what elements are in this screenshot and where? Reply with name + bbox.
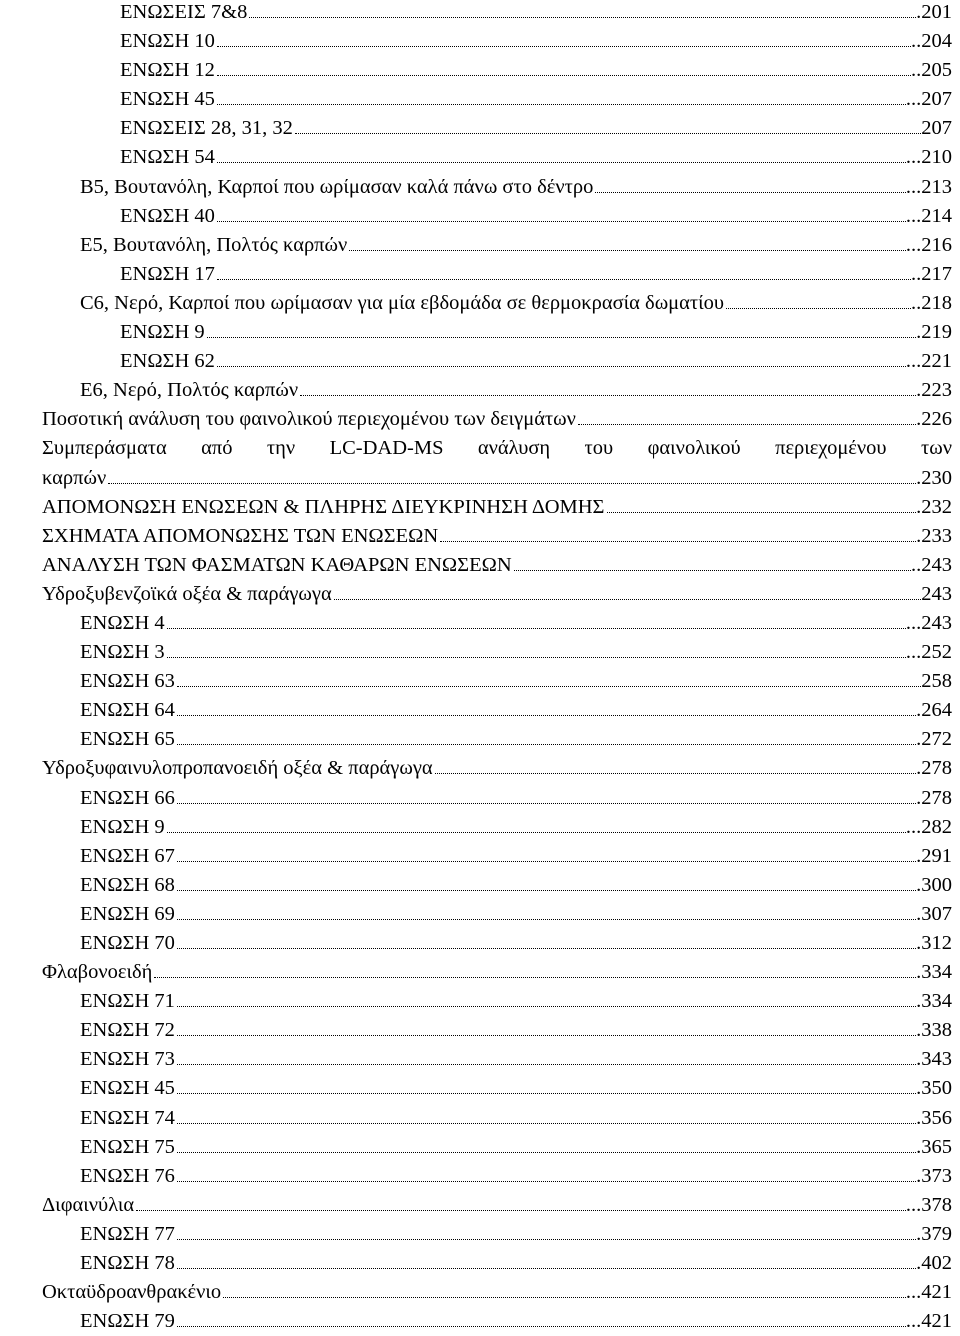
toc-entry-title: ΕΝΩΣΗ 77 <box>80 1222 175 1245</box>
dot-leader <box>167 832 906 833</box>
toc-entry-page: .201 <box>916 1 952 23</box>
dot-leader <box>177 919 916 920</box>
dot-leader <box>217 46 911 47</box>
toc-entry-page: .219 <box>916 321 952 344</box>
dot-leader <box>177 744 916 745</box>
toc-entry <box>0 871 960 900</box>
toc-entry <box>0 1307 960 1336</box>
toc-entry-title: ΑΝΑΛΥΣΗ ΤΩΝ ΦΑΣΜΑΤΩΝ ΚΑΘΑΡΩΝ ΕΝΩΣΕΩΝ <box>42 553 512 576</box>
toc-entry <box>0 551 960 580</box>
dot-leader <box>177 1006 916 1007</box>
dot-leader <box>217 75 911 76</box>
toc-entry-page: ..205 <box>911 59 952 82</box>
toc-entry-page: .223 <box>916 379 952 402</box>
dot-leader <box>595 192 906 193</box>
toc-entry <box>0 1074 960 1103</box>
dot-leader <box>607 512 917 513</box>
toc-entry <box>0 56 960 85</box>
toc-entry-wrapped <box>0 434 960 463</box>
toc-entry-page: 258 <box>921 670 952 693</box>
toc-entry-title: Υδροξυβενζοϊκά οξέα & παράγωγα <box>42 582 332 605</box>
toc-entry-page: ...213 <box>905 175 952 198</box>
toc-entry <box>0 0 960 27</box>
toc-entry <box>0 842 960 871</box>
toc-entry-page: 243 <box>921 582 952 605</box>
dot-leader <box>177 803 916 804</box>
toc-entry <box>0 667 960 696</box>
toc-entry-title: ΕΝΩΣΗ 76 <box>80 1164 175 1187</box>
toc-entry <box>0 580 960 609</box>
toc-entry-title: B5, Βουτανόλη, Καρποί που ωρίμασαν καλά πάνω στο δέντρο <box>80 175 594 198</box>
toc-entry <box>0 1278 960 1307</box>
toc-entry-page: .402 <box>916 1252 952 1275</box>
toc-entry-title: ΕΝΩΣΗ 3 <box>80 641 165 664</box>
toc-entry-page: .291 <box>916 844 952 867</box>
toc-entry-page: .343 <box>916 1048 952 1071</box>
toc-entry-page: ..218 <box>911 291 952 314</box>
dot-leader <box>177 715 916 716</box>
dot-leader <box>177 890 916 891</box>
toc-entry-title: ΕΝΩΣΗ 74 <box>80 1106 175 1129</box>
toc-entry-page: .356 <box>916 1106 952 1129</box>
toc-entry-page: .334 <box>916 990 952 1013</box>
toc-entry <box>0 754 960 783</box>
toc-entry <box>0 1220 960 1249</box>
toc-entry-title: Οκταϋδροανθρακένιο <box>42 1281 222 1304</box>
toc-entry <box>0 1104 960 1133</box>
dot-leader <box>217 279 911 280</box>
dot-leader <box>300 395 916 396</box>
toc-entry-title: ΕΝΩΣΗ 66 <box>80 786 175 809</box>
dot-leader <box>177 1093 916 1094</box>
toc-entry-title: ΕΝΩΣΗ 64 <box>80 699 175 722</box>
toc-entry-page: .307 <box>916 902 952 925</box>
toc-entry-title: ΕΝΩΣΗ 40 <box>120 204 215 227</box>
toc-entry-title: Φλαβονοειδή <box>42 961 153 984</box>
toc-entry-title: ΕΝΩΣΕΙΣ 7&8 <box>120 1 248 23</box>
toc-entry-page: .272 <box>916 728 952 751</box>
toc-entry-title: ΕΝΩΣΗ 45 <box>120 88 215 111</box>
toc-entry-page: ...214 <box>905 204 952 227</box>
toc-entry-page: ...210 <box>905 146 952 169</box>
toc-entry-title: ΕΝΩΣΗ 68 <box>80 873 175 896</box>
toc-entry-title: Υδροξυφαινυλοπροπανοειδή οξέα & παράγωγα <box>42 757 433 780</box>
toc-entry-page: ...282 <box>905 815 952 838</box>
toc-entry-page: ...221 <box>905 350 952 373</box>
toc-entry-title: ΕΝΩΣΗ 12 <box>120 59 215 82</box>
toc-entry-title: ΣΧΗΜΑΤΑ ΑΠΟΜΟΝΩΣΗΣ ΤΩΝ ΕΝΩΣΕΩΝ <box>42 524 439 547</box>
toc-entry-page: .230 <box>916 466 952 489</box>
dot-leader <box>177 1152 916 1153</box>
dot-leader <box>177 948 916 949</box>
toc-entry-title: Συμπεράσματα από την LC-DAD-MS ανάλυση του φαινολικού περιεχομένου των <box>42 437 952 460</box>
dot-leader <box>167 657 906 658</box>
toc-entry-page: ...252 <box>905 641 952 664</box>
toc-entry-page: .233 <box>916 524 952 547</box>
toc-entry-page: .334 <box>916 961 952 984</box>
toc-entry-page: .312 <box>916 932 952 954</box>
dot-leader <box>217 221 906 222</box>
toc-entry-title: ΕΝΩΣΗ 10 <box>120 30 215 53</box>
toc-entry <box>0 813 960 842</box>
toc-entry-title: ΕΝΩΣΗ 73 <box>80 1048 175 1071</box>
dot-leader <box>177 1123 916 1124</box>
toc-entry-page: ...421 <box>905 1310 952 1333</box>
toc-entry <box>0 900 960 929</box>
toc-entry <box>0 173 960 202</box>
toc-entry-page: .373 <box>916 1164 952 1187</box>
toc-entry-title: Διφαινύλια <box>42 1193 135 1216</box>
dot-leader <box>440 541 916 542</box>
toc-entry-page: .300 <box>916 873 952 896</box>
toc-entry <box>0 609 960 638</box>
toc-entry-page: ..217 <box>911 262 952 285</box>
toc-entry <box>0 27 960 56</box>
dot-leader <box>177 1181 916 1182</box>
dot-leader <box>249 17 916 18</box>
dot-leader <box>177 1268 916 1269</box>
toc-entry <box>0 725 960 754</box>
toc-entry-title: καρπών <box>42 466 107 489</box>
toc-entry <box>0 929 960 958</box>
dot-leader <box>217 162 906 163</box>
dot-leader <box>217 104 906 105</box>
dot-leader <box>177 1326 906 1327</box>
dot-leader <box>108 483 916 484</box>
toc-entry <box>0 114 960 143</box>
toc-entry-page: 207 <box>921 117 952 140</box>
toc-entry <box>0 1133 960 1162</box>
toc-entry <box>0 260 960 289</box>
toc-entry <box>0 958 960 987</box>
toc-entry <box>0 696 960 725</box>
dot-leader <box>726 308 911 309</box>
dot-leader <box>177 1035 916 1036</box>
toc-entry <box>0 231 960 260</box>
toc-entry-title: ΕΝΩΣΗ 70 <box>80 932 175 954</box>
toc-entry-page: ...378 <box>905 1193 952 1216</box>
dot-leader <box>177 686 921 687</box>
toc-entry-page: .350 <box>916 1077 952 1100</box>
dot-leader <box>514 570 911 571</box>
dot-leader <box>295 133 921 134</box>
dot-leader <box>177 1239 916 1240</box>
toc-entry <box>0 1249 960 1278</box>
toc-entry-page: .232 <box>916 495 952 518</box>
toc-entry-title: ΕΝΩΣΗ 4 <box>80 611 165 634</box>
toc-entry <box>0 376 960 405</box>
toc-entry-title: ΕΝΩΣΗ 79 <box>80 1310 175 1333</box>
toc-entry-title: ΕΝΩΣΗ 78 <box>80 1252 175 1275</box>
toc-entry-page: .226 <box>916 408 952 431</box>
toc-entry-title: E6, Νερό, Πολτός καρπών <box>80 379 299 402</box>
dot-leader <box>578 424 916 425</box>
toc-entry-title: ΕΝΩΣΗ 54 <box>120 146 215 169</box>
toc-entry-page: .264 <box>916 699 952 722</box>
toc-entry-page: ..204 <box>911 30 952 53</box>
toc-entry <box>0 1016 960 1045</box>
toc-entry-title: ΕΝΩΣΗ 45 <box>80 1077 175 1100</box>
dot-leader <box>349 250 906 251</box>
toc-entry-page: .278 <box>916 786 952 809</box>
toc-entry-page: ...243 <box>905 611 952 634</box>
toc-entry <box>0 464 960 493</box>
toc-entry-title: ΕΝΩΣΗ 62 <box>120 350 215 373</box>
toc-entry-title: ΕΝΩΣΕΙΣ 28, 31, 32 <box>120 117 293 140</box>
toc-entry-title: ΕΝΩΣΗ 71 <box>80 990 175 1013</box>
dot-leader <box>136 1210 906 1211</box>
dot-leader <box>334 599 922 600</box>
toc-entry-title: Ποσοτική ανάλυση του φαινολικού περιεχομένου των δειγμάτων <box>42 408 576 431</box>
toc-entry-title: ΕΝΩΣΗ 69 <box>80 902 175 925</box>
toc-entry <box>0 522 960 551</box>
toc-entry <box>0 202 960 231</box>
dot-leader <box>154 977 916 978</box>
toc-entry <box>0 784 960 813</box>
dot-leader <box>217 366 906 367</box>
toc-entry-page: ...421 <box>905 1281 952 1304</box>
toc-entry-title: ΕΝΩΣΗ 67 <box>80 844 175 867</box>
toc-entry <box>0 85 960 114</box>
toc-entry-page: .379 <box>916 1222 952 1245</box>
toc-entry <box>0 347 960 376</box>
toc-entry-title: ΕΝΩΣΗ 75 <box>80 1135 175 1158</box>
toc-entry <box>0 405 960 434</box>
toc-entry <box>0 1045 960 1074</box>
toc-entry-title: ΕΝΩΣΗ 9 <box>120 321 205 344</box>
dot-leader <box>207 337 916 338</box>
toc-entry <box>0 143 960 172</box>
toc-entry-title: ΕΝΩΣΗ 63 <box>80 670 175 693</box>
toc-entry <box>0 1191 960 1220</box>
toc-entry <box>0 318 960 347</box>
dot-leader <box>167 628 906 629</box>
toc-entry <box>0 987 960 1016</box>
toc-entry-title: E5, Βουτανόλη, Πολτός καρπών <box>80 233 348 256</box>
toc-entry-page: ...216 <box>905 233 952 256</box>
toc-entry-page: ...207 <box>905 88 952 111</box>
toc-entry <box>0 638 960 667</box>
dot-leader <box>177 1064 916 1065</box>
toc-entry-title: ΕΝΩΣΗ 72 <box>80 1019 175 1042</box>
toc-entry-title: ΕΝΩΣΗ 65 <box>80 728 175 751</box>
toc-entry-title: ΕΝΩΣΗ 17 <box>120 262 215 285</box>
toc-entry <box>0 289 960 318</box>
dot-leader <box>177 861 916 862</box>
toc-entry-page: ..243 <box>911 553 952 576</box>
toc-entry-page: .278 <box>916 757 952 780</box>
toc-entry-title: C6, Νερό, Καρποί που ωρίμασαν για μία εβδομάδα σε θερμοκρασία δωματίου <box>80 291 725 314</box>
dot-leader <box>223 1297 906 1298</box>
toc-entry-page: .338 <box>916 1019 952 1042</box>
toc-entry <box>0 493 960 522</box>
toc-entry-title: ΑΠΟΜΟΝΩΣΗ ΕΝΩΣΕΩΝ & ΠΛΗΡΗΣ ΔΙΕΥΚΡΙΝΗΣΗ ΔΟΜΗΣ <box>42 495 605 518</box>
toc-entry-page: .365 <box>916 1135 952 1158</box>
toc-entry <box>0 1162 960 1191</box>
dot-leader <box>435 773 916 774</box>
toc-entry-title: ΕΝΩΣΗ 9 <box>80 815 165 838</box>
